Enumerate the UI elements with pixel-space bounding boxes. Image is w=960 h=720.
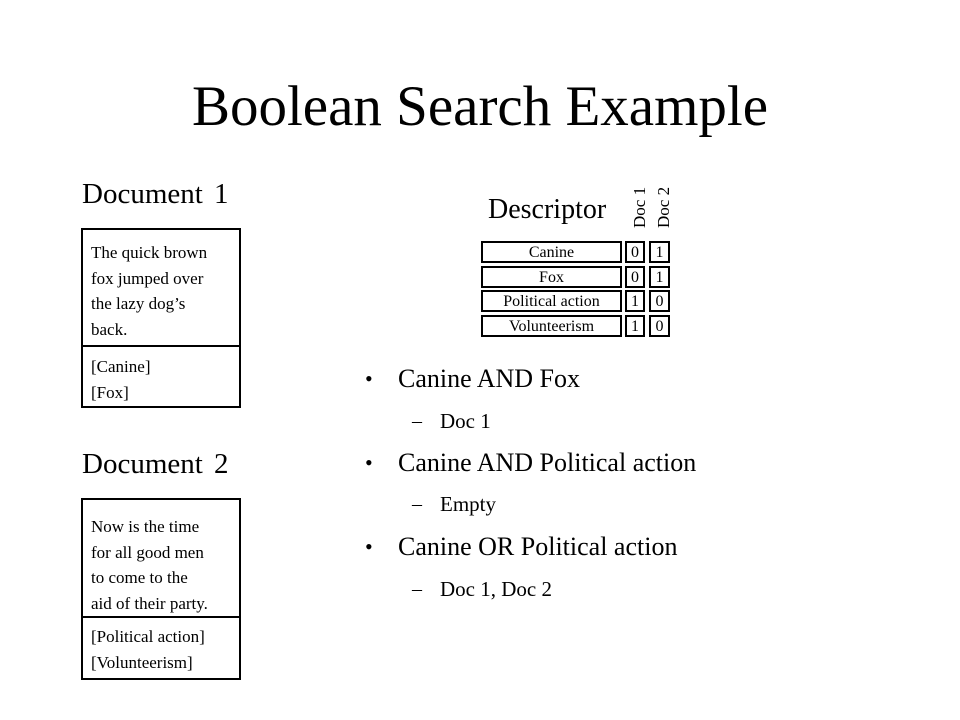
document-2-divider [83,616,239,618]
bullet-marker: • [365,366,373,391]
document-2-text [91,514,235,616]
descriptor-row-label: Political action [481,290,622,312]
bullet-marker: • [365,534,373,559]
bullet-marker: • [365,450,373,475]
descriptor-heading: Descriptor [488,194,607,225]
column-header-doc-2: Doc 2 [654,186,673,228]
document-2-descriptors [91,624,235,675]
sub-marker: – [412,410,422,432]
document-2-text-line: aid of their party. [91,593,208,613]
document-1-text [91,240,235,342]
descriptor-cell-doc-2: 0 [649,315,670,337]
document-2-card [81,498,241,680]
descriptor-cell-doc-2: 1 [649,266,670,288]
document-1-heading: Document 1 [82,178,229,210]
document-2-descriptor: [Volunteerism] [91,652,193,672]
descriptor-row-label: Canine [481,241,622,263]
document-1-text-line: fox jumped over [91,268,204,288]
sub-marker: – [412,578,422,600]
document-1-text-line: back. [91,319,128,339]
slide-title: Boolean Search Example [191,75,769,138]
document-1-text-line: The quick brown [91,243,208,262]
descriptor-row-label: Volunteerism [481,315,622,337]
document-2-heading: Document 2 [82,448,229,480]
document-1-divider [83,345,239,347]
document-2-descriptor: [Political action] [91,627,205,646]
document-2-text-line: Now is the time [91,517,200,536]
document-1-descriptors [91,354,235,405]
document-1-descriptor: [Fox] [91,382,129,402]
sub-marker: – [412,493,422,515]
column-header-doc-1: Doc 1 [630,186,649,228]
descriptor-cell-doc-1: 0 [625,266,645,288]
document-1-descriptor: [Canine] [91,357,151,376]
query-result: Empty [440,492,496,516]
descriptor-cell-doc-1: 1 [625,315,645,337]
document-1-text-line: the lazy dog’s [91,294,186,313]
descriptor-cell-doc-1: 1 [625,290,645,312]
descriptor-row-label: Fox [481,266,622,288]
query-canine-and-political-action: Canine AND Political action [398,448,697,477]
descriptor-cell-doc-2: 0 [649,290,670,312]
document-2-text-line: to come to the [91,568,188,587]
query-result: Doc 1 [440,409,491,433]
query-canine-or-political-action: Canine OR Political action [398,532,678,561]
descriptor-cell-doc-2: 1 [649,241,670,263]
document-1-card [81,228,241,408]
document-2-text-line: for all good men [91,542,204,562]
query-canine-and-fox: Canine AND Fox [398,364,580,393]
descriptor-cell-doc-1: 0 [625,241,645,263]
query-result: Doc 1, Doc 2 [440,577,552,601]
